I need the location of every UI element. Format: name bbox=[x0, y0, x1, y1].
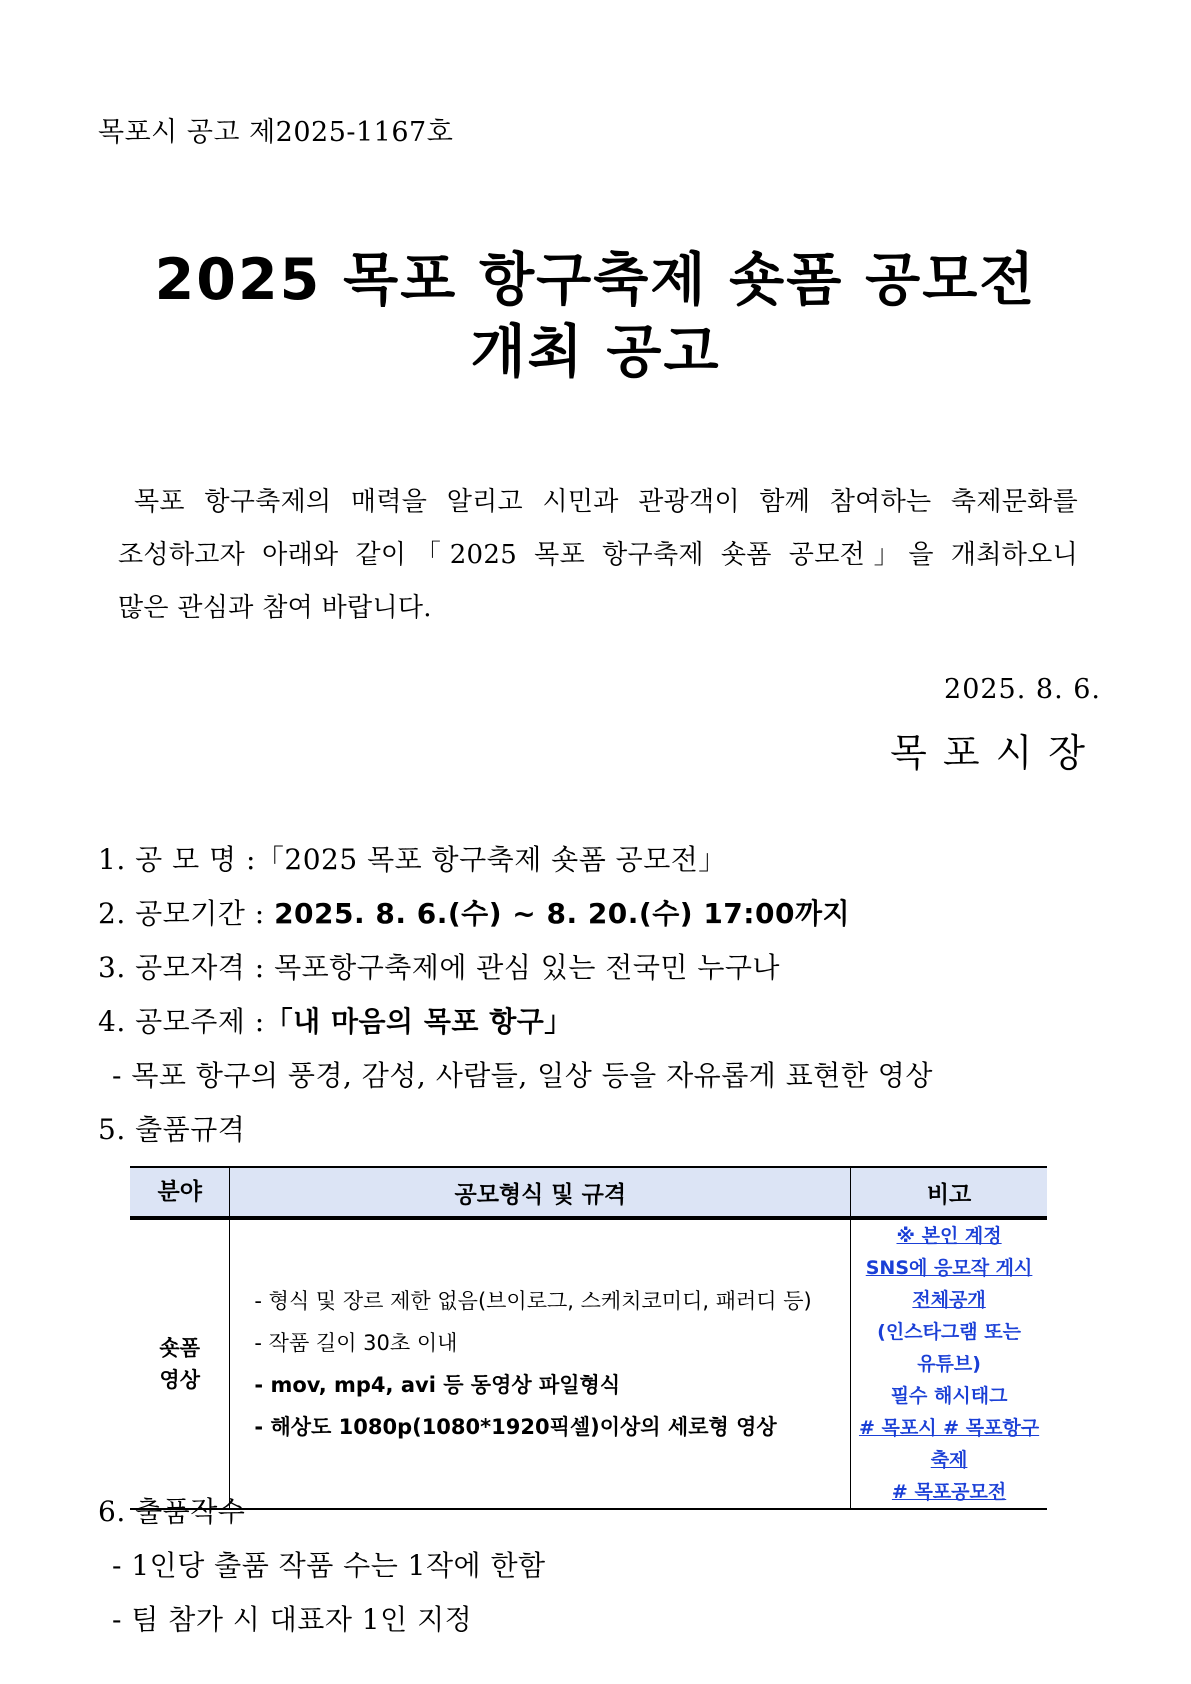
field-line: 숏폼 bbox=[159, 1336, 200, 1360]
header-spec: 공모형식 및 규격 bbox=[230, 1167, 851, 1218]
page-title: 2025 목포 항구축제 숏폼 공모전 bbox=[154, 247, 1037, 313]
intro-line: 많은 관심과 참여 바랍니다. bbox=[118, 593, 432, 623]
header-field: 분야 bbox=[130, 1167, 230, 1218]
intro-line: 조성하고자 아래와 같이「2025 목포 항구축제 숏폼 공모전」을 개최하오니 bbox=[118, 540, 1078, 570]
note-line: # 목포공모전 bbox=[891, 1481, 1007, 1503]
note-line: 유튜브) bbox=[917, 1353, 981, 1375]
cell-field bbox=[130, 1218, 230, 1509]
item-label: 1. 공 모 명 : bbox=[98, 843, 256, 876]
spec-item: - 작품 길이 30초 이내 bbox=[254, 1331, 458, 1355]
spec-table bbox=[130, 1166, 1047, 1510]
spec-item: - 해상도 1080p(1080*1920픽셀)이상의 세로형 영상 bbox=[254, 1415, 777, 1439]
item-eligibility bbox=[98, 946, 780, 986]
note-line: SNS에 응모작 게시 bbox=[865, 1257, 1033, 1279]
item-value: 목포항구축제에 관심 있는 전국민 누구나 bbox=[274, 951, 780, 984]
note-line: # 목포시 # 목포항구축제 bbox=[858, 1417, 1040, 1471]
item-value: 「내 마음의 목포 항구」 bbox=[264, 1005, 573, 1038]
table-row bbox=[130, 1218, 1047, 1509]
issuer-name: 목포시장 bbox=[890, 731, 1101, 775]
table-header-row bbox=[130, 1167, 1047, 1218]
intro-paragraph bbox=[118, 476, 1078, 635]
spec-item: - 형식 및 장르 제한 없음(브이로그, 스케치코미디, 패러디 등) bbox=[254, 1289, 812, 1313]
item-period bbox=[98, 892, 850, 932]
cell-spec bbox=[230, 1218, 851, 1509]
note-block bbox=[851, 1220, 1047, 1508]
spec-item: - mov, mp4, avi 등 동영상 파일형식 bbox=[254, 1373, 621, 1397]
item-team-rule: - 팀 참가 시 대표자 1인 지정 bbox=[112, 1603, 473, 1636]
header-note: 비고 bbox=[851, 1167, 1047, 1218]
cell-note bbox=[851, 1218, 1047, 1509]
note-line: 필수 해시태그 bbox=[890, 1385, 1008, 1407]
item-label: 4. 공모주제 : bbox=[98, 1005, 265, 1038]
note-line: ※ 본인 계정 bbox=[896, 1225, 1002, 1247]
intro-line: 목포 항구축제의 매력을 알리고 시민과 관광객이 함께 참여하는 축제문화를 bbox=[134, 487, 1078, 517]
item-label: 3. 공모자격 : bbox=[98, 951, 265, 984]
item-value: 「2025 목포 항구축제 숏폼 공모전」 bbox=[255, 843, 727, 876]
item-spec-heading: 5. 출품규격 bbox=[98, 1113, 246, 1146]
notice-number: 목포시 공고 제2025-1167호 bbox=[98, 117, 454, 148]
note-line: (인스타그램 또는 bbox=[877, 1321, 1021, 1343]
item-theme bbox=[98, 1000, 573, 1040]
item-value: 2025. 8. 6.(수) ~ 8. 20.(수) 17:00까지 bbox=[274, 897, 851, 930]
item-entries-heading: 6. 출품작수 bbox=[98, 1495, 246, 1528]
spec-list bbox=[230, 1280, 850, 1448]
note-line: 전체공개 bbox=[912, 1289, 986, 1311]
item-label: 2. 공모기간 : bbox=[98, 897, 265, 930]
item-theme-detail: - 목포 항구의 풍경, 감성, 사람들, 일상 등을 자유롭게 표현한 영상 bbox=[112, 1059, 933, 1092]
page-subtitle: 개최 공고 bbox=[470, 319, 721, 385]
notice-date: 2025. 8. 6. bbox=[944, 674, 1101, 705]
item-entries-limit: - 1인당 출품 작품 수는 1작에 한함 bbox=[112, 1549, 546, 1582]
field-line: 영상 bbox=[159, 1368, 200, 1392]
item-contest-name bbox=[98, 838, 727, 878]
